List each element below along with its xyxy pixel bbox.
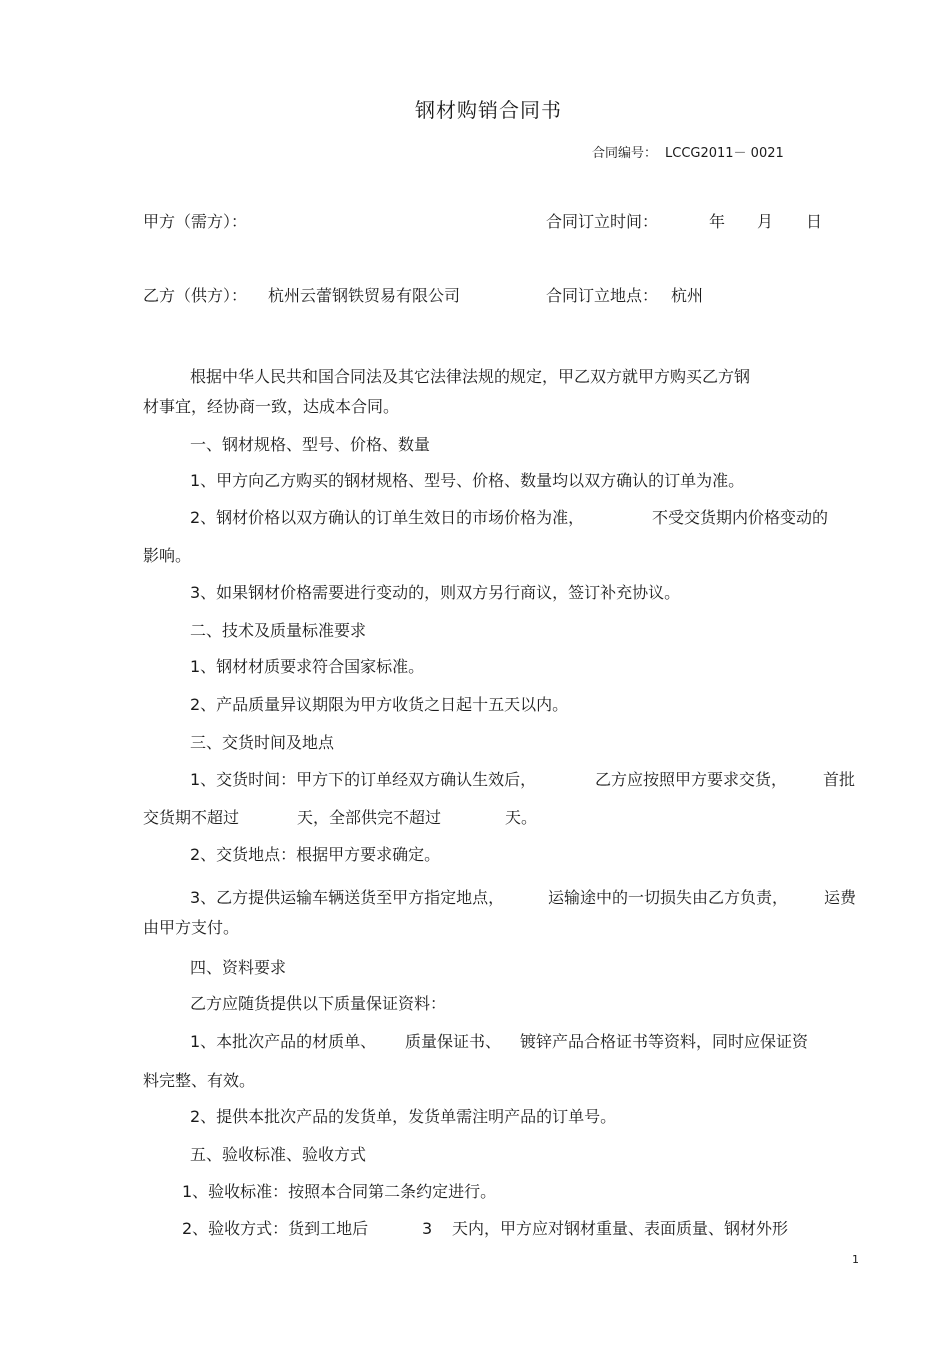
section-5-item-1: 1、验收标准：按照本合同第二条约定进行。 <box>182 1182 497 1201</box>
section-4-item-2: 2、提供本批次产品的发货单，发货单需注明产品的订单号。 <box>190 1107 617 1126</box>
contract-number: LCCG2011－ 0021 <box>665 146 784 161</box>
party-a-label: 甲方（需方）： <box>143 212 248 231</box>
section-3-item-2: 2、交货地点：根据甲方要求确定。 <box>190 845 441 864</box>
section-3-item-3c: 运费 <box>824 888 857 907</box>
section-5-item-2a: 2、验收方式：货到工地后 <box>182 1219 369 1238</box>
intro-paragraph-line1: 根据中华人民共和国合同法及其它法律法规的规定，甲乙双方就甲方购买乙方钢 <box>190 367 751 386</box>
section-3-item-1d: 交货期不超过 <box>143 808 240 827</box>
section-1-item-2c: 影响。 <box>143 546 192 565</box>
section-3-item-1a: 1、交货时间：甲方下的订单经双方确认生效后， <box>190 770 537 789</box>
section-3-item-1c: 首批 <box>823 770 856 789</box>
party-b-label: 乙方（供方）： <box>143 286 248 305</box>
section-3-heading: 三、交货时间及地点 <box>190 733 335 752</box>
section-1-heading: 一、钢材规格、型号、价格、数量 <box>190 435 431 454</box>
section-3-item-3b: 运输途中的一切损失由乙方负责， <box>548 888 789 907</box>
section-5-item-2c: 天内，甲方应对钢材重量、表面质量、钢材外形 <box>452 1219 789 1238</box>
year-label: 年 <box>709 212 726 231</box>
section-4-item-1c: 镀锌产品合格证书等资料，同时应保证资 <box>520 1032 809 1051</box>
section-4-item-1b: 质量保证书、 <box>405 1032 502 1051</box>
section-2-item-1: 1、钢材材质要求符合国家标准。 <box>190 657 425 676</box>
section-3-item-3a: 3、乙方提供运输车辆送货至甲方指定地点， <box>190 888 505 907</box>
sign-place: 杭州 <box>671 286 704 305</box>
day-label: 日 <box>806 212 823 231</box>
month-label: 月 <box>757 212 774 231</box>
section-4-item-1d: 料完整、有效。 <box>143 1071 256 1090</box>
section-2-item-2: 2、产品质量异议期限为甲方收货之日起十五天以内。 <box>190 695 569 714</box>
section-3-item-1f: 天。 <box>505 808 538 827</box>
contract-number-label: 合同编号： <box>592 146 658 161</box>
section-1-item-1: 1、甲方向乙方购买的钢材规格、型号、价格、数量均以双方确认的订单为准。 <box>190 471 745 490</box>
section-3-item-1e: 天，全部供完不超过 <box>297 808 442 827</box>
sign-date-label: 合同订立时间： <box>546 212 659 231</box>
section-2-heading: 二、技术及质量标准要求 <box>190 621 367 640</box>
sign-place-label: 合同订立地点： <box>546 286 659 305</box>
section-5-heading: 五、验收标准、验收方式 <box>190 1145 367 1164</box>
section-5-item-2b: 3 <box>422 1219 433 1238</box>
section-1-item-2a: 2、钢材价格以双方确认的订单生效日的市场价格为准， <box>190 508 585 527</box>
section-1-item-2b: 不受交货期内价格变动的 <box>652 508 829 527</box>
party-b-name: 杭州云蕾钢铁贸易有限公司 <box>268 286 461 305</box>
intro-paragraph-line2: 材事宜，经协商一致，达成本合同。 <box>143 397 400 416</box>
section-4-intro: 乙方应随货提供以下质量保证资料： <box>190 994 447 1013</box>
document-title: 钢材购销合同书 <box>415 98 562 122</box>
section-3-item-3d: 由甲方支付。 <box>143 918 240 937</box>
section-4-item-1a: 1、本批次产品的材质单、 <box>190 1032 377 1051</box>
section-1-item-3: 3、如果钢材价格需要进行变动的，则双方另行商议，签订补充协议。 <box>190 583 681 602</box>
section-3-item-1b: 乙方应按照甲方要求交货， <box>595 770 788 789</box>
page-number: 1 <box>852 1253 859 1266</box>
section-4-heading: 四、资料要求 <box>190 958 287 977</box>
